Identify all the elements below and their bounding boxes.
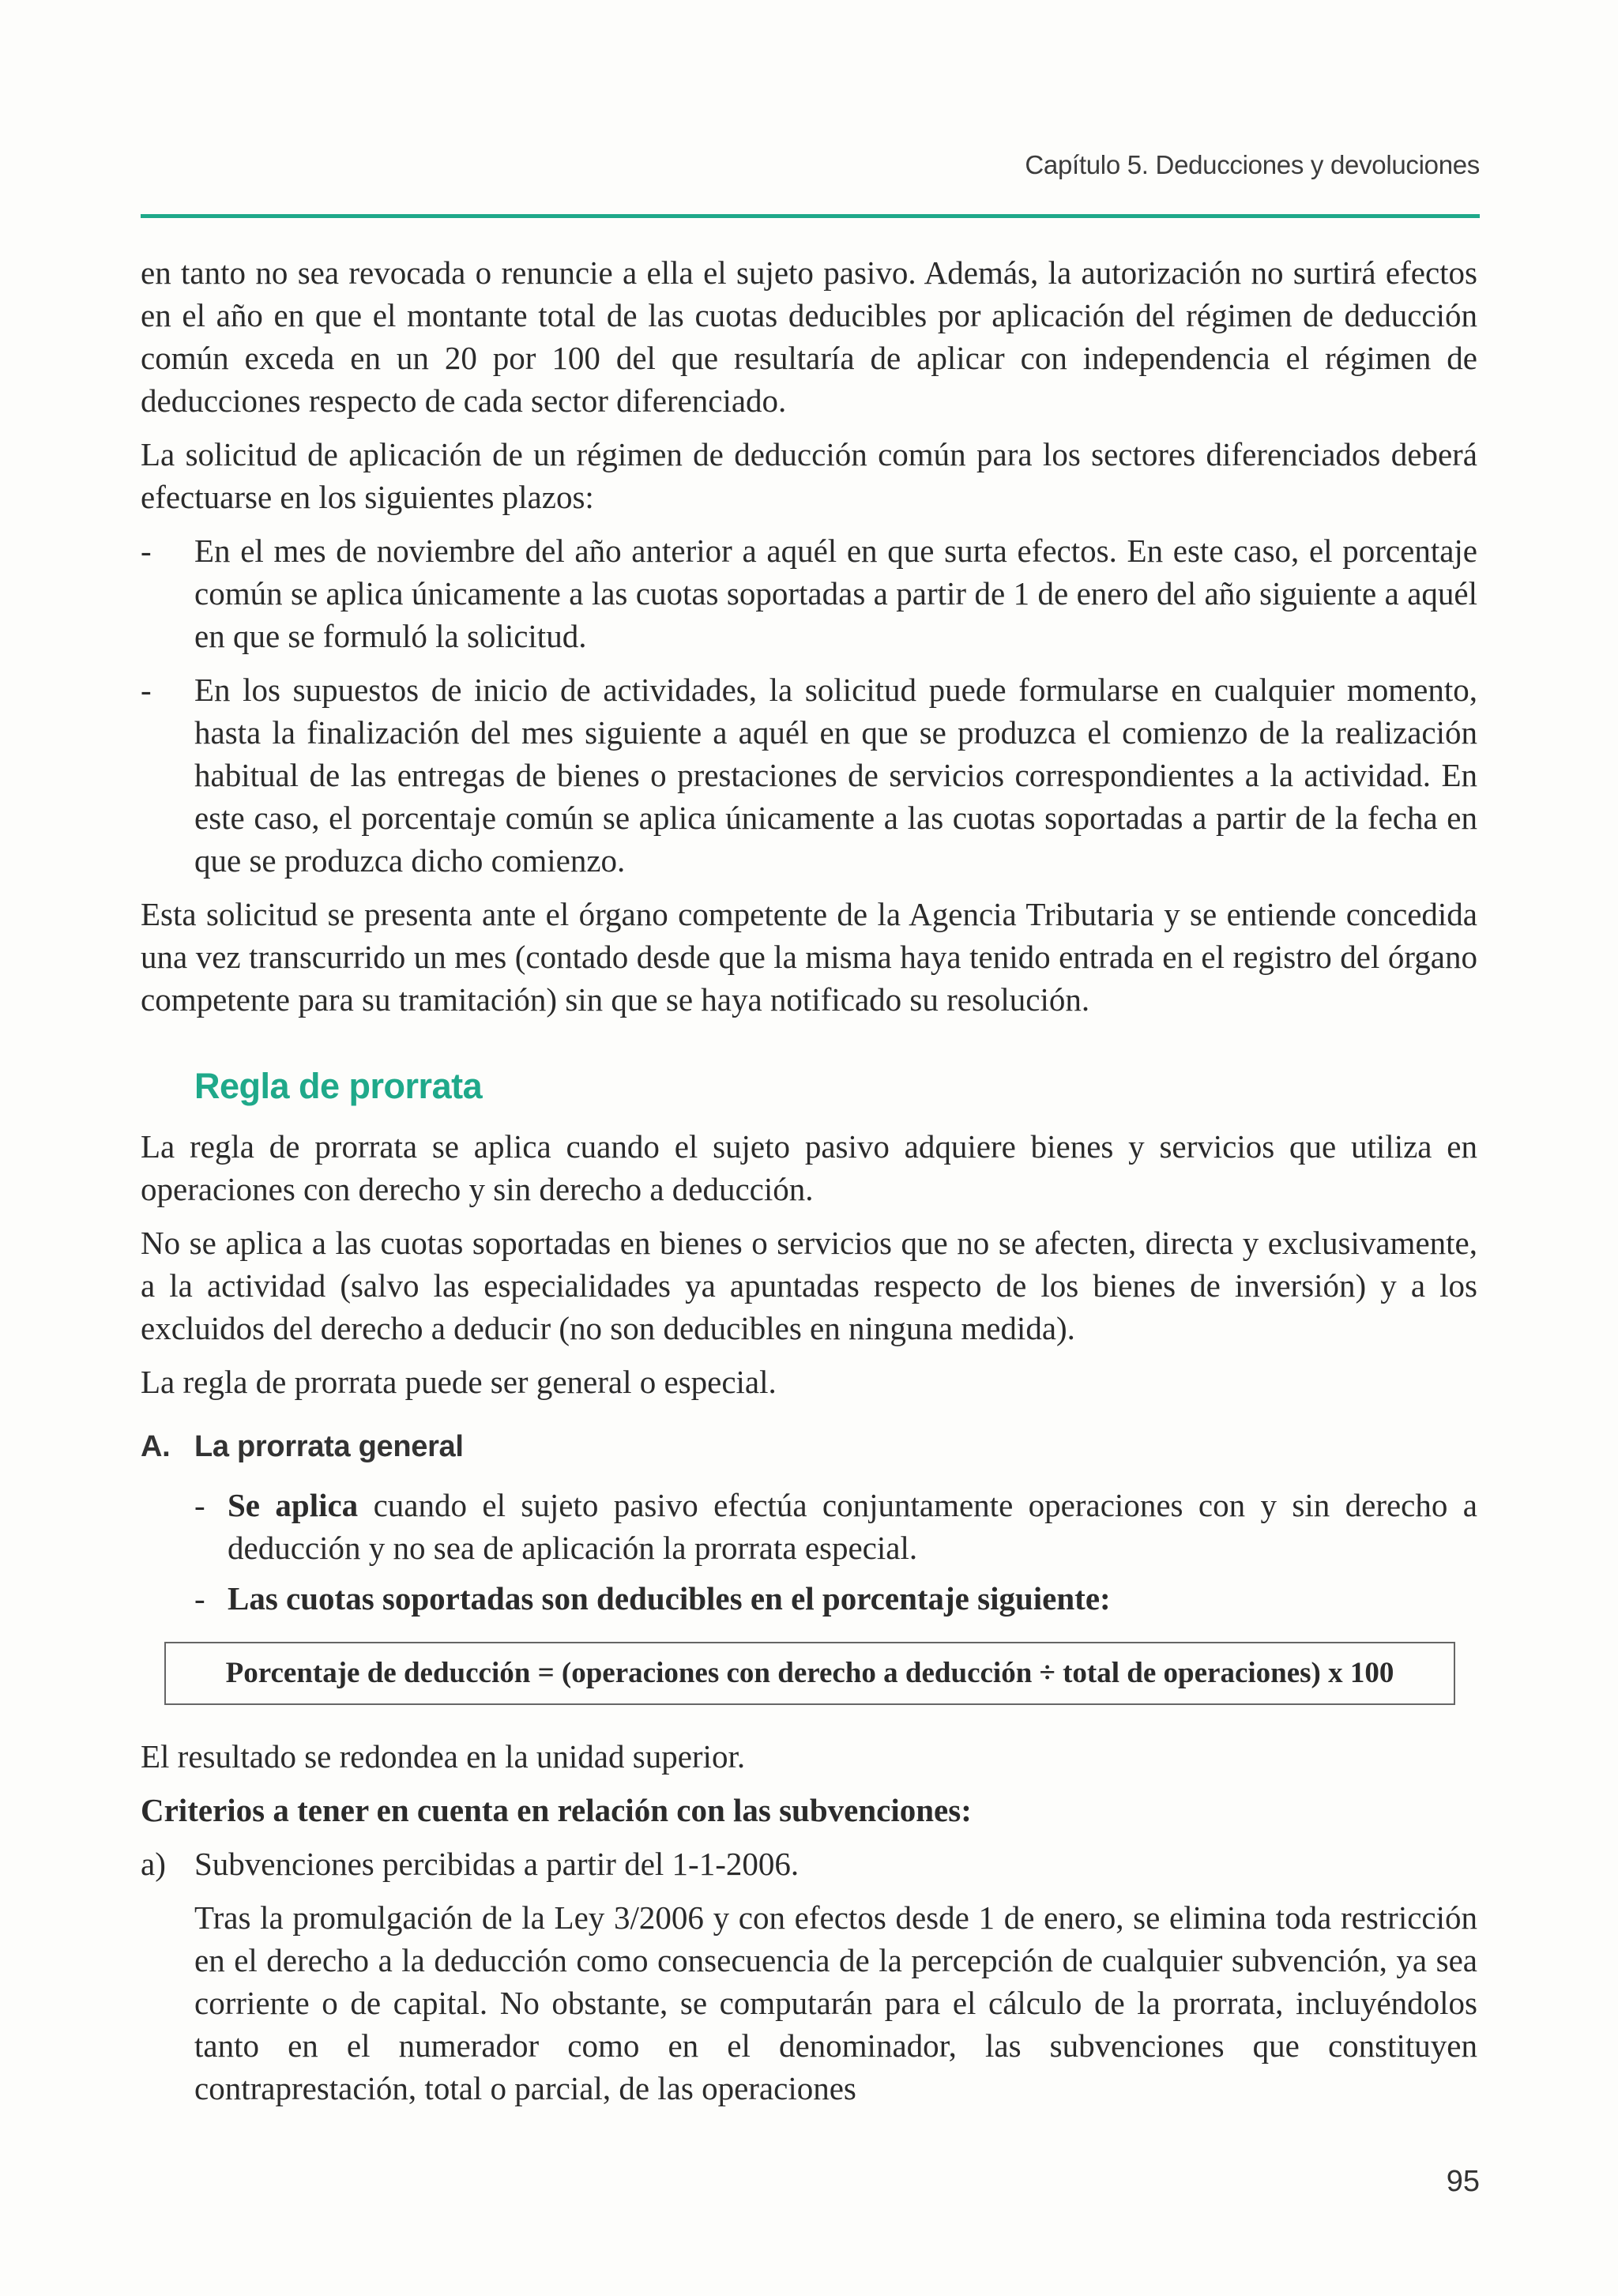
dash-bullet: - — [194, 1487, 205, 1523]
bold-lead: Las cuotas soportadas son deducibles en el porcentaje siguiente: — [228, 1580, 1111, 1617]
dash-bullet: - — [141, 533, 152, 569]
formula-box: Porcentaje de deducción = (operaciones con derecho a deducción ÷ total de operaciones) x 100 — [164, 1642, 1455, 1705]
paragraph: Esta solicitud se presenta ante el órgano competente de la Agencia Tributaria y se entiende concedida una vez transcurrido un mes (contado desde que la misma haya tenido entrada en el registro del órgano competente para su tramitación) sin que se haya notificado su resolución. — [141, 896, 1477, 1018]
item-title: Subvenciones percibidas a partir del 1-1-2006. — [194, 1846, 800, 1882]
subsection-letter: A. — [141, 1430, 171, 1463]
header-rule — [141, 214, 1480, 218]
paragraph: La solicitud de aplicación de un régimen de deducción común para los sectores diferenciados deberá efectuarse en los siguientes plazos: — [141, 436, 1477, 515]
paragraph: El resultado se redondea en la unidad superior. — [141, 1738, 746, 1775]
item-letter: a) — [141, 1846, 166, 1882]
list-item-text: En los supuestos de inicio de actividades, la solicitud puede formularse en cualquier momento, hasta la finalización del mes siguiente a aquél en que se produzca el comienzo de la realización habitual de las entregas de bienes o prestaciones de servicios correspondientes a la actividad. En este caso, el porcentaje común se aplica únicamente a las cuotas soportadas a partir de la fecha en que se produzca dicho comienzo. — [194, 672, 1477, 879]
paragraph: en tanto no sea revocada o renuncie a ella el sujeto pasivo. Además, la autorización no surtirá efectos en el año en que el montante total de las cuotas deducibles por aplicación del régimen de deducción común exceda en un 20 por 100 del que resultaría de aplicar con independencia el régimen de deducciones respecto de cada sector diferenciado. — [141, 254, 1477, 419]
list-item — [141, 668, 1477, 882]
paragraph: Tras la promulgación de la Ley 3/2006 y con efectos desde 1 de enero, se elimina toda restricción en el derecho a la deducción como consecuencia de la percepción de cualquier subvención, ya sea corriente o de capital. No obstante, se computarán para el cálculo de la prorrata, incluyéndolos tanto en el numerador como en el denominador, las subvenciones que constituyen contraprestación, total o parcial, de las operaciones — [194, 1899, 1477, 2106]
paragraph: No se aplica a las cuotas soportadas en bienes o servicios que no se afecten, directa y exclusivamente, a la actividad (salvo las especialidades ya apuntadas respecto de los bienes de inversión) y a los excluidos del derecho a deducir (no son deducibles en ninguna medida). — [141, 1225, 1477, 1346]
page-number: 95 — [1446, 2165, 1480, 2198]
section-title: Regla de prorrata — [194, 1066, 483, 1106]
dash-bullet: - — [141, 672, 152, 708]
subsection-title: La prorrata general — [194, 1430, 464, 1463]
paragraph: La regla de prorrata puede ser general o especial. — [141, 1364, 777, 1400]
list-item-text: En el mes de noviembre del año anterior a aquél en que surta efectos. En este caso, el porcentaje común se aplica únicamente a las cuotas soportadas a partir de 1 de enero del año siguiente a aquél en que se formuló la solicitud. — [194, 533, 1477, 654]
list-item — [141, 1577, 1477, 1620]
list-item — [141, 529, 1477, 657]
plazos-list — [141, 529, 1477, 882]
paragraph: La regla de prorrata se aplica cuando el sujeto pasivo adquiere bienes y servicios que utiliza en operaciones con derecho y sin derecho a deducción. — [141, 1128, 1477, 1207]
alpha-list-item — [141, 1842, 1477, 1885]
page-content — [141, 251, 1477, 2121]
bold-lead: Se aplica — [228, 1487, 359, 1523]
list-item — [141, 1484, 1477, 1569]
prorrata-general-list — [141, 1484, 1477, 1620]
running-header: Capítulo 5. Deducciones y devoluciones — [1025, 150, 1480, 179]
subsection-heading — [141, 1425, 1477, 1468]
list-item-text: cuando el sujeto pasivo efectúa conjuntamente operaciones con y sin derecho a deducción y no sea de aplicación la prorrata especial. — [228, 1487, 1477, 1566]
criterios-heading: Criterios a tener en cuenta en relación con las subvenciones: — [141, 1792, 972, 1828]
dash-bullet: - — [194, 1580, 205, 1617]
